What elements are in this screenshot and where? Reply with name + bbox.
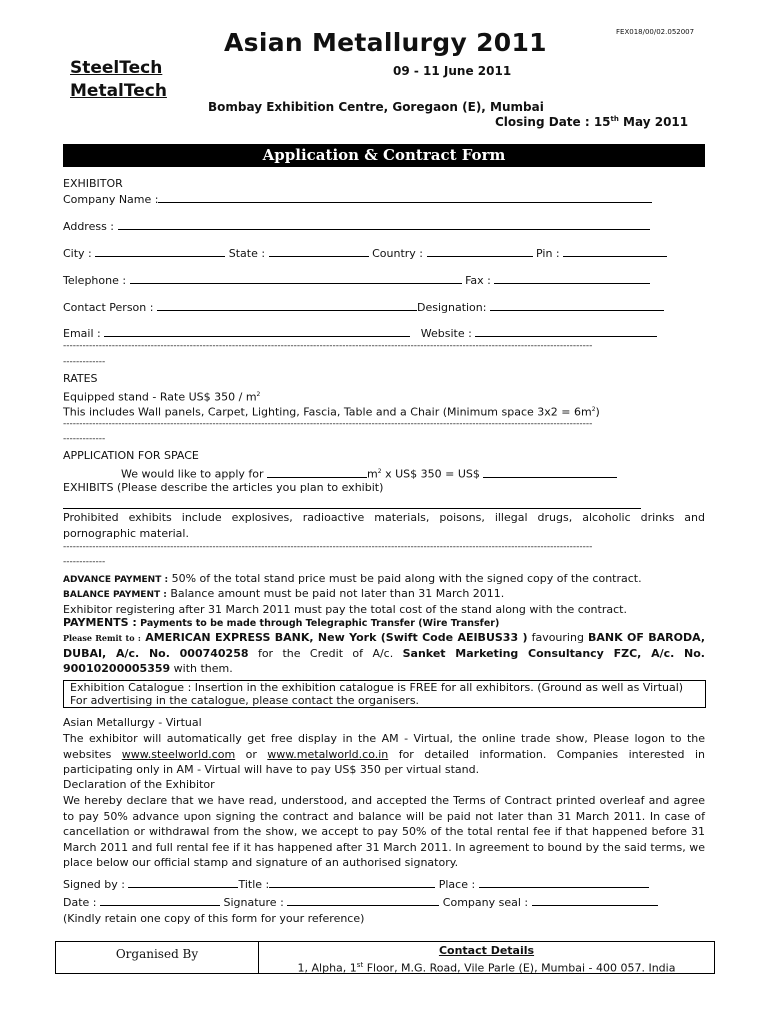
signed-by-label: Signed by : [63,878,125,891]
space-m: m [367,467,378,481]
contact-details [259,942,714,976]
form-reference: FEX018/00/02.052007 [616,28,695,36]
rate-includes-end: ) [595,405,600,419]
signature-field[interactable] [287,894,439,906]
balance-payment [63,587,504,602]
remit-text [63,630,705,676]
address-prefix: 1, Alpha, 1 [297,961,357,975]
place-field[interactable] [479,876,649,888]
declaration-text: We hereby declare that we have read, understood, and accepted the Terms of Contract printed overleaf and agree to pay 50% advance upon signing the contract and balance will be paid not later than 31 March 2011. In case of cancellation or withdrawal from the show, we accept to pay 50% of the total rental fee if that happened before 31 March 2011 and full rental fee if it has happened after 31 March 2011. In agreement to bound by the said terms, we place below our official stamp and signature of an authorised signatory. [63,794,705,869]
date-row [63,894,658,910]
separator-line: ------------------------------------------------------------------------------------------------------------------------------------------------------------------- [63,419,593,429]
rate-text: Equipped stand - Rate US$ 350 / m [63,390,257,404]
remit-account: Sanket Marketing Consultancy FZC, A/c. No. 90010200005359 [63,647,705,675]
exhibits-field[interactable] [63,508,641,509]
separator-line: ------------------------------------------------------------------------------------------------------------------------------------------------------------------- [63,542,593,552]
state-label: State : [228,247,266,260]
closing-date-prefix: Closing Date : 15 [495,115,611,129]
remit-credit: for the Credit of A/c. [248,647,403,660]
closing-date-sup: th [610,115,619,123]
date-field[interactable] [100,894,220,906]
company-name-field[interactable] [158,191,652,203]
pin-label: Pin : [536,247,560,260]
contact-row [63,299,664,315]
city-field[interactable] [95,245,225,257]
address-label: Address : [63,220,115,233]
payments-label: PAYMENTS : [63,616,137,629]
organised-by: Organised By [56,942,259,973]
space-apply-row [121,465,617,482]
rate-includes-sup: 2 [591,406,596,413]
place-label: Place : [438,878,476,891]
event-venue: Bombay Exhibition Centre, Goregaon (E), Mumbai [208,100,544,114]
virtual-text [63,731,705,778]
rate-includes-text: This includes Wall panels, Carpet, Lighting, Fascia, Table and a Chair (Minimum space 3x2 = 6m [63,405,592,419]
page-title: Asian Metallurgy 2011 [224,28,547,57]
country-label: Country : [372,247,423,260]
exhibits-label: EXHIBITS (Please describe the articles you plan to exhibit) [63,481,384,494]
designation-label: Designation: [416,301,487,314]
separator-tail: ------------- [63,434,106,444]
payments-line [63,616,499,631]
space-mid: x US$ 350 = US$ [381,467,480,481]
signed-row [63,876,649,892]
footer-box [55,941,715,974]
space-apply-label: We would like to apply for [121,467,264,481]
telephone-field[interactable] [130,272,462,284]
virtual-heading: Asian Metallurgy - Virtual [63,716,202,729]
fax-label: Fax : [465,274,491,287]
space-sup: 2 [377,468,382,475]
balance-text: Balance amount must be paid not later than 31 March 2011. [166,587,505,600]
metalworld-link[interactable]: www.metalworld.co.in [267,747,389,761]
steelworld-link[interactable]: www.steelworld.com [121,747,236,761]
virtual-text1: The exhibitor will automatically get free display in the AM - Virtual, the online trade show, Please logon to the websites [63,732,705,761]
rate-sup: 2 [256,391,261,398]
designation-field[interactable] [490,299,664,311]
address-row [63,218,650,234]
address-field[interactable] [118,218,650,230]
title-field[interactable] [269,876,435,888]
country-field[interactable] [427,245,533,257]
brand-metaltech: MetalTech [70,81,167,101]
separator-line: ------------------------------------------------------------------------------------------------------------------------------------------------------------------- [63,341,593,351]
signed-by-field[interactable] [128,876,238,888]
company-name-row [63,191,652,207]
contact-person-label: Contact Person : [63,301,154,314]
brand-logo-text [70,57,167,103]
date-label: Date : [63,896,97,909]
contact-details-title: Contact Details [438,944,535,957]
form-title-bar: Application & Contract Form [63,144,705,167]
remit-end: with them. [170,662,233,675]
telephone-label: Telephone : [63,274,127,287]
separator-tail: ------------- [63,357,106,367]
fax-field[interactable] [494,272,650,284]
email-row [63,325,657,341]
rate-includes [63,403,600,420]
company-seal-field[interactable] [532,894,658,906]
late-registration: Exhibitor registering after 31 March 2011 must pay the total cost of the stand along with the contract. [63,603,627,616]
pin-field[interactable] [563,245,667,257]
email-field[interactable] [104,325,410,337]
advance-payment [63,572,642,587]
declaration-heading: Declaration of the Exhibitor [63,778,215,791]
remit-label: Please Remit to : [63,633,141,643]
city-row [63,245,667,261]
company-name-label: Company Name : [63,193,159,206]
email-label: Email : [63,327,101,340]
signature-label: Signature : [223,896,284,909]
exhibitor-heading: EXHIBITOR [63,177,123,190]
separator-tail: ------------- [63,557,106,567]
remit-bank: AMERICAN EXPRESS BANK, New York (Swift Code AEIBUS33 ) [140,631,528,644]
brand-steeltech: SteelTech [70,58,163,78]
catalogue-box [63,680,706,708]
catalogue-line1: Exhibition Catalogue : Insertion in the exhibition catalogue is FREE for all exhibitors. (Ground as well as Virtual) [70,681,684,694]
balance-label: BALANCE PAYMENT : [63,590,167,600]
advance-text: 50% of the total stand price must be paid along with the signed copy of the contract. [168,572,642,585]
space-sqm-field[interactable] [267,466,367,478]
remit-favouring: favouring [527,631,588,644]
advance-label: ADVANCE PAYMENT : [63,575,169,585]
catalogue-line2: For advertising in the catalogue, please contact the organisers. [70,694,420,707]
contact-person-field[interactable] [157,299,417,311]
space-total-field[interactable] [483,466,617,478]
closing-date-suffix: May 2011 [618,115,689,129]
website-field[interactable] [475,325,657,337]
rates-heading: RATES [63,372,98,385]
address-sup: st [356,961,364,969]
virtual-text2: for detailed information. Companies interested in participating only in AM - Virtual will have to pay US$ 350 per virtual stand. [63,747,705,776]
retain-note: (Kindly retain one copy of this form for your reference) [63,912,365,925]
website-label: Website : [420,327,472,340]
remit-bank2: BANK OF BARODA, DUBAI, A/c. No. 000740258 [63,631,706,660]
state-field[interactable] [269,245,369,257]
virtual-or: or [235,747,268,761]
address-suffix: Floor, M.G. Road, Vile Parle (E), Mumbai - 400 057. India [363,961,676,975]
space-heading: APPLICATION FOR SPACE [63,449,199,462]
prohibited-text: Prohibited exhibits include explosives, radioactive materials, poisons, illegal drugs, alcoholic drinks and pornographic material. [63,511,705,540]
company-seal-label: Company seal : [442,896,529,909]
payments-text: Payments to be made through Telegraphic Transfer (Wire Transfer) [136,618,500,629]
telephone-row [63,272,650,288]
event-dates: 09 - 11 June 2011 [393,64,512,78]
contact-address [259,958,714,976]
city-label: City : [63,247,92,260]
title-label: Title : [238,878,270,891]
closing-date [495,115,688,129]
